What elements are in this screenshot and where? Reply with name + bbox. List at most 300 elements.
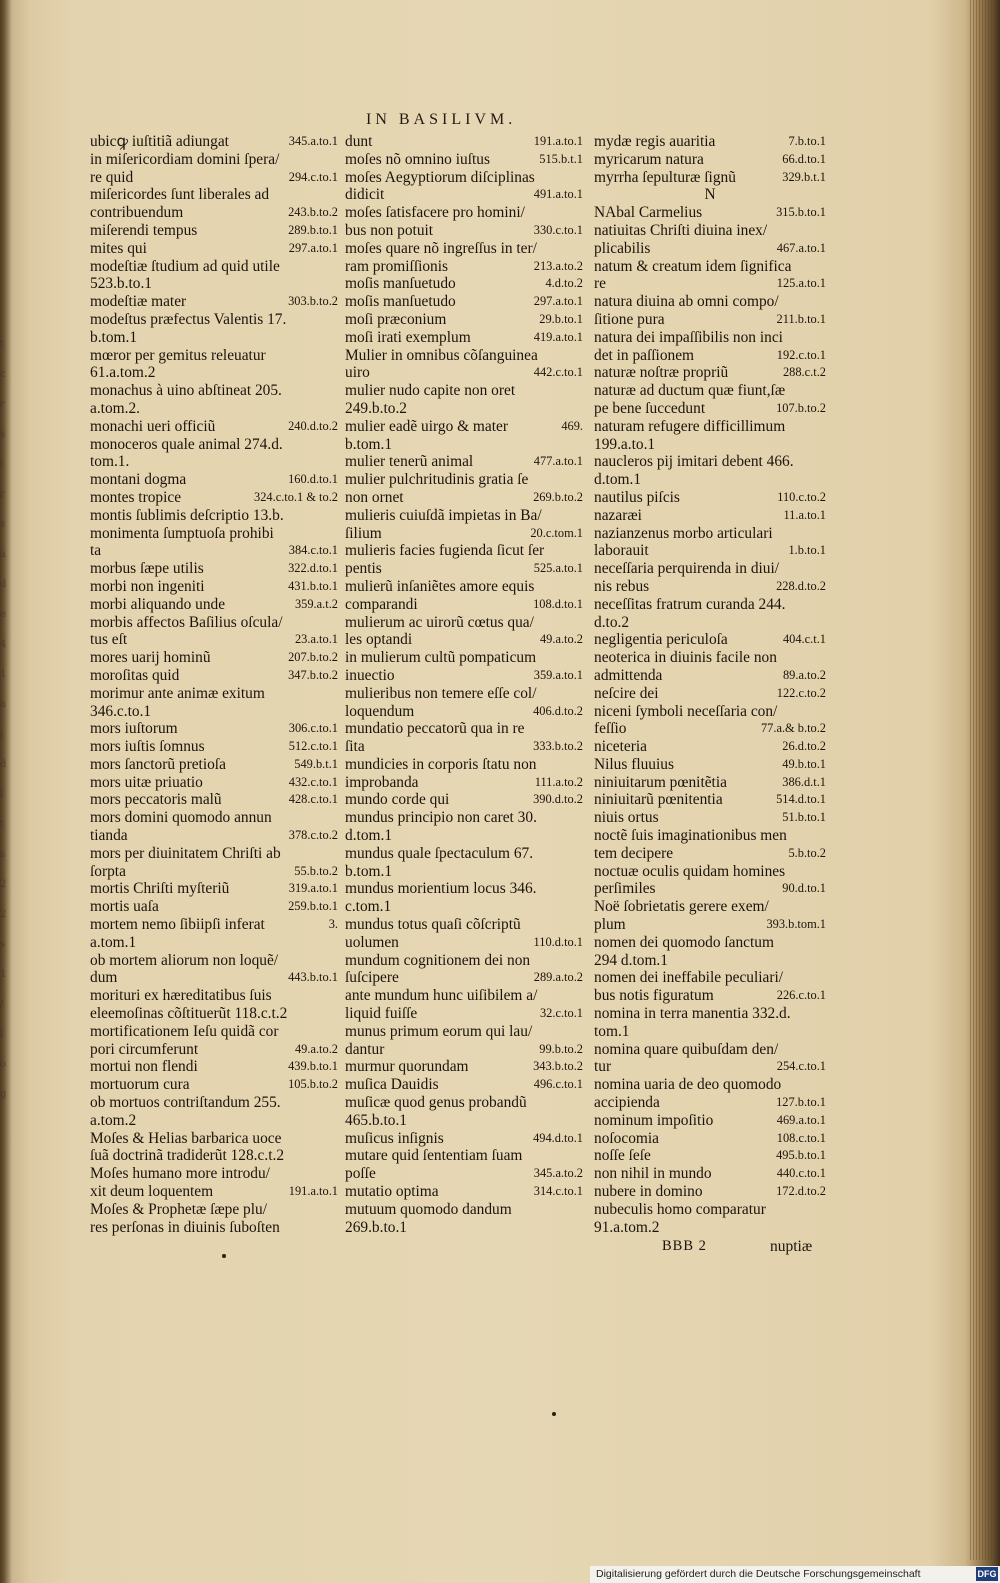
index-entry-text: moſes quare nõ ingreſſus in ter/: [345, 239, 537, 257]
index-entry-text: moſes nõ omnino iuſtus: [345, 150, 490, 168]
index-entry-text: muſica Dauidis: [345, 1076, 439, 1094]
index-entry-line: [90, 1165, 338, 1183]
index-entry-line: [345, 1165, 583, 1183]
index-entry-text: morbi aliquando unde: [90, 595, 226, 613]
index-entry-text: nautilus piſcis: [594, 488, 680, 506]
index-entry-line: [594, 987, 826, 1005]
index-entry-line: [594, 275, 826, 293]
index-entry-text: montes tropice: [90, 488, 182, 506]
index-entry: [594, 560, 826, 578]
index-entry-line: [345, 1041, 583, 1059]
index-entry-text: nazianzenus morbo articulari: [594, 524, 773, 542]
index-entry: [345, 667, 583, 685]
index-entry-line: [345, 987, 583, 1005]
index-entry-text: Moſes humano more introdu/: [90, 1165, 270, 1183]
index-entry-line: [594, 756, 826, 774]
index-entry-text: improbanda: [345, 773, 419, 791]
bleed-glyph: i: [0, 789, 4, 800]
index-entry-line: [594, 738, 826, 756]
index-entry-text: ſilium: [345, 524, 382, 542]
index-entry-text: nomina quare quibuſdam den/: [594, 1040, 779, 1058]
bleed-glyph: /: [0, 999, 4, 1010]
index-entry-line: [90, 791, 338, 809]
index-entry-line: [90, 169, 338, 187]
index-entry-line: [594, 845, 826, 863]
index-entry-text: mundo corde qui: [345, 791, 450, 809]
index-entry-line: [90, 489, 338, 507]
index-entry-text: mors per diuinitatem Chriſti ab: [90, 844, 281, 862]
index-entry: [345, 275, 583, 293]
index-entry-text: 294 d.tom.1: [594, 951, 668, 969]
index-entry-line: [90, 827, 338, 845]
index-entry-line: [90, 436, 338, 454]
index-entry-reference: 324.c.to.1 & to.2: [254, 489, 338, 504]
index-entry: [594, 525, 826, 543]
index-entry-text: nubeculis homo comparatur: [594, 1200, 766, 1218]
index-entry-reference: 525.a.to.1: [533, 561, 583, 576]
index-entry: [90, 1023, 338, 1041]
index-entry: [345, 1005, 583, 1023]
index-entry-line: [345, 1183, 583, 1201]
index-entry-line: [594, 934, 826, 952]
bleed-glyph: e: [0, 609, 6, 620]
index-entry-text: Nilus fluuius: [594, 755, 674, 773]
index-entry: [345, 489, 583, 507]
index-entry-reference: 110.d.to.1: [533, 934, 583, 949]
index-entry-text: mœror per gemitus releuatur: [90, 346, 266, 364]
index-entry: [90, 507, 338, 525]
index-entry-line: [594, 436, 826, 454]
index-entry-text: tus eſt: [90, 631, 128, 649]
index-entry: [90, 827, 338, 845]
index-entry: [345, 685, 583, 703]
index-entry: [90, 952, 338, 970]
index-entry-line: [345, 952, 583, 970]
index-entry-line: [594, 809, 826, 827]
index-entry: [90, 578, 338, 596]
index-entry-reference: 443.b.to.1: [288, 970, 338, 985]
index-entry: [90, 1005, 338, 1023]
index-entry-line: [594, 667, 826, 685]
page-edge: [970, 0, 992, 1560]
index-entry-reference: 29.b.to.1: [539, 311, 583, 326]
index-entry-reference: 26.d.to.2: [782, 739, 826, 754]
index-entry: [345, 560, 583, 578]
index-entry-line: [90, 204, 338, 222]
index-entry: [345, 845, 583, 863]
index-entry: [594, 1041, 826, 1059]
index-entry-text: muſicus inſignis: [345, 1129, 444, 1147]
index-entry-reference: 303.b.to.2: [288, 294, 338, 309]
index-entry: [90, 969, 338, 987]
index-entry: [90, 1201, 338, 1219]
index-entry: [90, 311, 338, 329]
index-entry-line: [594, 1201, 826, 1219]
index-entry-text: inuectio: [345, 666, 395, 684]
index-entry-reference: 1.b.to.1: [788, 543, 826, 558]
index-entry: [594, 1094, 826, 1112]
index-entry-line: [594, 898, 826, 916]
index-entry: [345, 204, 583, 222]
index-entry-text: bus non potuit: [345, 221, 434, 239]
index-entry: [90, 791, 338, 809]
index-entry-line: [90, 329, 338, 347]
index-entry-text: mors ſanctorũ pretioſa: [90, 755, 226, 773]
bleed-glyph: j: [0, 729, 4, 740]
index-entry-text: moſis manſuetudo: [345, 275, 456, 293]
index-entry-text: les optandi: [345, 631, 413, 649]
index-entry: [90, 934, 338, 952]
index-entry-line: [345, 1112, 583, 1130]
index-entry-line: [345, 382, 583, 400]
index-entry: [345, 1076, 583, 1094]
index-entry: [345, 1219, 583, 1237]
margin-bleed-through: [0, 330, 12, 1190]
index-entry: [90, 418, 338, 436]
index-entry-line: [594, 916, 826, 934]
index-entry-text: moſes Aegyptiorum diſciplinas: [345, 168, 535, 186]
index-entry-text: non ornet: [345, 488, 404, 506]
index-entry-line: [345, 293, 583, 311]
index-entry-text: neceſſitas fratrum curanda 244.: [594, 595, 786, 613]
bleed-glyph: 2: [0, 879, 7, 890]
bleed-glyph: 2: [0, 909, 7, 920]
index-entry-line: [90, 596, 338, 614]
index-entry: [345, 222, 583, 240]
index-entry: [594, 453, 826, 471]
bleed-glyph: s: [0, 429, 6, 440]
index-entry-line: [90, 809, 338, 827]
bleed-glyph: 1: [0, 969, 7, 980]
index-entry-line: [345, 1005, 583, 1023]
index-entry-line: [594, 969, 826, 987]
index-entry-reference: 7.b.to.1: [788, 134, 826, 148]
index-entry-line: [90, 382, 338, 400]
index-entry-reference: 329.b.t.1: [782, 169, 826, 184]
index-entry-line: [345, 791, 583, 809]
index-entry-reference: 477.a.to.1: [533, 454, 583, 469]
dfg-logo: DFG: [977, 1569, 997, 1579]
index-entry-line: [90, 934, 338, 952]
index-entry: [90, 863, 338, 881]
index-entry: [594, 222, 826, 240]
index-entry-line: [90, 987, 338, 1005]
index-entry-line: [90, 952, 338, 970]
index-entry-line: [345, 275, 583, 293]
index-entry: [90, 631, 338, 649]
index-entry-line: [345, 525, 583, 543]
index-entry: [345, 1201, 583, 1219]
index-entry-text: 269.b.to.1: [345, 1218, 407, 1236]
index-entry-reference: 419.a.to.1: [533, 329, 583, 344]
bleed-glyph: i: [0, 459, 4, 470]
index-entry-line: [345, 969, 583, 987]
index-entry: [594, 578, 826, 596]
index-entry-reference: 345.a.to.2: [533, 1166, 583, 1181]
index-entry: [594, 1023, 826, 1041]
index-entry-line: [90, 400, 338, 418]
index-entry-text: 91.a.tom.2: [594, 1218, 660, 1236]
index-entry: [90, 453, 338, 471]
index-entry: [594, 1183, 826, 1201]
index-entry: [90, 542, 338, 560]
index-entry-reference: 469.: [561, 418, 583, 433]
index-entry: [345, 738, 583, 756]
index-entry-reference: 343.b.to.2: [533, 1059, 583, 1074]
index-entry: [90, 186, 338, 204]
index-entry-line: [90, 222, 338, 240]
index-entry-reference: 294.c.to.1: [288, 169, 338, 184]
index-entry-text: mores uarij hominũ: [90, 649, 211, 667]
index-entry-reference: 111.a.to.2: [534, 774, 583, 789]
index-entry: [345, 969, 583, 987]
index-entry-text: niuis ortus: [594, 809, 659, 827]
index-entry-line: [345, 1076, 583, 1094]
index-entry: [594, 240, 826, 258]
index-entry-line: [90, 1219, 338, 1237]
index-entry-text: N: [704, 186, 716, 204]
index-entry: [594, 863, 826, 881]
bleed-glyph: i: [0, 1029, 4, 1040]
index-entry-text: uiro: [345, 364, 370, 382]
index-entry-line: [594, 1219, 826, 1237]
index-entry-line: [594, 347, 826, 365]
index-entry-text: tem decipere: [594, 844, 674, 862]
index-entry-line: [594, 720, 826, 738]
index-entry-line: [90, 1076, 338, 1094]
index-entry: [90, 471, 338, 489]
index-entry-text: montis ſublimis deſcriptio 13.b.: [90, 506, 284, 524]
ink-speck: [222, 1254, 226, 1258]
index-entry: [90, 1094, 338, 1112]
index-entry-reference: 32.c.to.1: [539, 1006, 583, 1021]
index-entry-text: xit deum loquentem: [90, 1183, 214, 1201]
index-entry: [345, 347, 583, 365]
index-entry: [345, 293, 583, 311]
index-entry-text: mortui non flendi: [90, 1058, 198, 1076]
index-entry-reference: 491.a.to.1: [533, 187, 583, 202]
bleed-glyph: s: [0, 939, 6, 950]
index-entry-reference: 49.a.to.2: [294, 1041, 338, 1056]
index-entry-reference: 226.c.to.1: [776, 988, 826, 1003]
index-entry-line: [90, 649, 338, 667]
index-entry-line: [345, 471, 583, 489]
index-entry: [594, 258, 826, 276]
index-entry-text: mulier nudo capite non oret: [345, 382, 516, 400]
index-entry-line: [594, 596, 826, 614]
index-entry: [90, 240, 338, 258]
index-entry-line: [594, 685, 826, 703]
index-entry-reference: 439.b.to.1: [288, 1059, 338, 1074]
index-entry: [594, 311, 826, 329]
index-entry: [345, 133, 583, 151]
index-entry-text: mors iuſtorum: [90, 720, 178, 738]
index-entry-text: b.tom.1: [345, 435, 393, 453]
index-entry-line: [345, 1201, 583, 1219]
index-entry-reference: 66.d.to.1: [782, 151, 826, 166]
bleed-glyph: o: [0, 1059, 7, 1070]
index-entry: [90, 489, 338, 507]
index-entry-line: [345, 560, 583, 578]
index-entry-line: [594, 827, 826, 845]
index-entry: [90, 400, 338, 418]
index-entry-line: [90, 258, 338, 276]
index-entry-text: monachi ueri officiũ: [90, 417, 216, 435]
bleed-glyph: a: [0, 699, 6, 710]
index-entry-text: mutuum quomodo dandum: [345, 1200, 512, 1218]
index-entry-reference: 512.c.to.1: [288, 739, 338, 754]
index-entry: [594, 738, 826, 756]
index-entry-reference: 4.d.to.2: [545, 276, 583, 291]
index-entry-line: [345, 1023, 583, 1041]
index-entry: [345, 240, 583, 258]
index-entry-text: in miſericordiam domini ſpera/: [90, 150, 280, 168]
index-entry: [90, 1183, 338, 1201]
index-entry-line: [345, 364, 583, 382]
index-entry-reference: 469.a.to.1: [776, 1112, 826, 1127]
index-entry-text: pori circumferunt: [90, 1040, 199, 1058]
index-entry: [594, 898, 826, 916]
index-entry-text: mundus quale ſpectaculum 67.: [345, 844, 534, 862]
index-entry-line: [90, 347, 338, 365]
index-entry-text: tianda: [90, 827, 128, 845]
index-entry-text: noctẽ ſuis imaginationibus men: [594, 827, 787, 845]
index-entry: [345, 400, 583, 418]
index-entry-reference: 514.d.to.1: [776, 792, 826, 807]
index-entry-line: [594, 578, 826, 596]
index-entry: [345, 631, 583, 649]
index-entry-line: [90, 738, 338, 756]
index-entry: [594, 685, 826, 703]
index-entry-reference: 297.a.to.1: [533, 294, 583, 309]
index-entry-text: mites qui: [90, 239, 147, 257]
index-entry: [345, 453, 583, 471]
index-entry-text: noſſe ſeſe: [594, 1147, 651, 1165]
index-entry-text: mors uitæ priuatio: [90, 773, 203, 791]
index-entry-line: [594, 418, 826, 436]
index-entry-line: [594, 151, 826, 169]
index-entry-reference: 213.a.to.2: [533, 258, 583, 273]
index-entry-text: mulierũ inſaniẽtes amore equis: [345, 577, 535, 595]
index-entry-text: Noë ſobrietatis gerere exem/: [594, 898, 769, 916]
index-entry-line: [345, 596, 583, 614]
index-entry-line: [594, 1183, 826, 1201]
index-entry-text: mors peccatoris malũ: [90, 791, 222, 809]
index-entry-text: noſocomia: [594, 1129, 659, 1147]
index-entry-line: [345, 614, 583, 632]
index-entry: [345, 1112, 583, 1130]
index-entry: [90, 382, 338, 400]
index-entry-text: ſitione pura: [594, 310, 665, 328]
index-entry-text: naucleros pij imitari debent 466.: [594, 453, 794, 471]
index-entry-line: [345, 685, 583, 703]
index-entry-text: laborauit: [594, 542, 649, 560]
index-entry-line: [345, 1147, 583, 1165]
index-entry: [594, 1058, 826, 1076]
index-entry-text: mundum cognitionem dei non: [345, 951, 531, 969]
index-entry-line: [90, 1094, 338, 1112]
index-entry-line: [90, 1041, 338, 1059]
index-entry-line: [90, 774, 338, 792]
index-entry-text: modeſtus præfectus Valentis 17.: [90, 310, 287, 328]
index-entry-text: muſicæ quod genus probandũ: [345, 1094, 527, 1112]
index-entry-line: [594, 1076, 826, 1094]
index-entry-text: d.to.2: [594, 613, 630, 631]
index-entry-line: [345, 186, 583, 204]
index-entry: [345, 507, 583, 525]
index-entry-text: comparandi: [345, 595, 418, 613]
index-entry: [594, 364, 826, 382]
index-entry-text: miſericordes ſunt liberales ad: [90, 186, 270, 204]
index-entry-reference: 160.d.to.1: [288, 472, 338, 487]
index-entry-text: b.tom.1: [90, 328, 138, 346]
index-entry: [90, 614, 338, 632]
index-entry-line: [345, 258, 583, 276]
index-entry-text: natiuitas Chriſti diuina inex/: [594, 221, 768, 239]
index-entry-line: [345, 774, 583, 792]
index-entry-text: 61.a.tom.2: [90, 364, 156, 382]
index-entry-line: [90, 418, 338, 436]
index-entry-line: [345, 347, 583, 365]
index-entry: [594, 400, 826, 418]
index-entry-reference: 89.a.to.2: [782, 667, 826, 682]
index-entry: [594, 347, 826, 365]
index-entry: [594, 1165, 826, 1183]
dfg-credit-text: Digitalisierung gefördert durch die Deutsche Forschungsgemeinschaft: [596, 1568, 921, 1580]
index-entry: [345, 258, 583, 276]
bleed-glyph: r: [0, 489, 5, 500]
index-entry-line: [345, 631, 583, 649]
index-entry-reference: 289.b.to.1: [288, 222, 338, 237]
index-entry-text: neceſſaria perquirenda in diui/: [594, 560, 780, 578]
index-entry-text: tom.1.: [90, 453, 130, 471]
index-entry-text: ſita: [345, 738, 365, 756]
index-entry-line: [90, 756, 338, 774]
index-entry: [594, 667, 826, 685]
index-entry: [594, 969, 826, 987]
index-entry-line: [345, 756, 583, 774]
index-entry-text: admittenda: [594, 666, 663, 684]
index-entry-text: niceni ſymboli neceſſaria con/: [594, 702, 778, 720]
index-entry-line: [345, 151, 583, 169]
index-entry-line: [594, 880, 826, 898]
index-entry-reference: 386.d.t.1: [782, 774, 826, 789]
index-entry-line: [594, 222, 826, 240]
index-entry-text: a.tom.2: [90, 1111, 137, 1129]
index-entry-text: moſes ſatisfacere pro homini/: [345, 204, 525, 222]
index-entry: [90, 1147, 338, 1165]
index-entry-line: [594, 293, 826, 311]
bleed-glyph: 4: [0, 639, 7, 650]
index-entry-line: [90, 863, 338, 881]
index-entry-line: [345, 400, 583, 418]
index-entry: [345, 1058, 583, 1076]
index-entry-line: [345, 827, 583, 845]
bleed-glyph: r: [0, 399, 5, 410]
index-entry-line: [345, 1219, 583, 1237]
index-entry: [594, 418, 826, 436]
index-entry: [90, 1076, 338, 1094]
index-entry-reference: 319.a.to.1: [288, 881, 338, 896]
index-entry-reference: 495.b.to.1: [776, 1148, 826, 1163]
index-entry: [345, 703, 583, 721]
index-entry: [594, 916, 826, 934]
index-entry-text: mortis uaſa: [90, 898, 159, 916]
index-entry: [345, 578, 583, 596]
index-entry-reference: 406.d.to.2: [533, 703, 583, 718]
index-entry-line: [90, 542, 338, 560]
index-entry-text: negligentia periculoſa: [594, 631, 728, 649]
